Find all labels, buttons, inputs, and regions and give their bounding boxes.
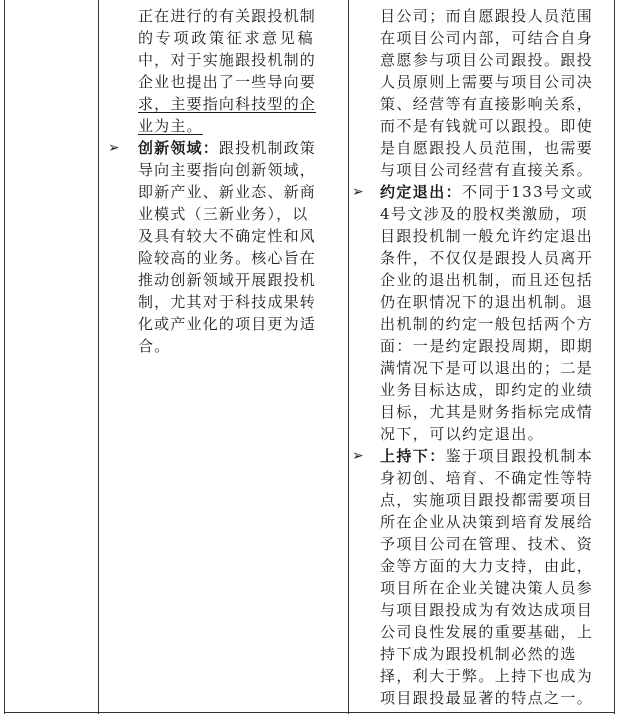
text-line: 在项目公司内部，可结合自身	[380, 29, 594, 47]
item-title-innovation: 创新领域：	[138, 139, 219, 157]
item-title-top-holds-bottom: 上持下：	[380, 447, 446, 465]
item-title-agreed-exit: 约定退出：	[380, 183, 463, 201]
text-line: 与项目跟投成为有效达成项目	[380, 601, 594, 619]
text-line: 目公司；而自愿跟投人员范围	[380, 7, 594, 25]
text-line: 出机制的约定一般包括两个方	[380, 315, 594, 333]
text-line: 况下，可以约定退出。	[380, 425, 545, 443]
bullet-arrow-icon: ➢	[352, 448, 364, 464]
text-line: 业务目标达成，即约定的业绩	[380, 381, 594, 399]
text-line: 合。	[138, 337, 171, 355]
text-line: 予项目公司在管理、技术、资	[380, 535, 594, 553]
text-line: 点，实施项目跟投都需要项目	[380, 491, 594, 509]
text-line: 目跟投机制一般允许约定退出	[380, 227, 594, 245]
text-line: 的专项政策征求意见稿	[138, 29, 316, 47]
text-line: 择，利大于弊。上持下也成为	[380, 667, 594, 685]
text-line: 化或产业化的项目更为适	[138, 315, 316, 333]
bullet-arrow-icon: ➢	[352, 184, 364, 200]
text-line: 企业也提出了一些导向要	[138, 73, 316, 91]
text-line: 及具有较大不确定性和风	[138, 227, 316, 245]
text-line: 是自愿跟投人员范围，也需要	[380, 139, 594, 157]
text-line: 人员原则上需要与项目公司决	[380, 73, 594, 91]
item-first-line	[380, 181, 593, 203]
text-line: 4号文涉及的股权类激励，项	[380, 205, 588, 223]
text-line: 正在进行的有关跟投机制	[138, 7, 316, 25]
item-first-line	[380, 445, 593, 467]
text-line: 制，尤其对于科技成果转	[138, 293, 316, 311]
text-line: 意愿参与项目公司跟投。跟投	[380, 51, 594, 69]
text-line: 企业的退出机制，而且还包括	[380, 271, 594, 289]
text-line: 与项目公司经营有直接关系。	[380, 161, 594, 179]
text-line: 满情况下是可以退出的；二是	[380, 359, 594, 377]
text-line: 持下成为跟投机制必然的选	[380, 645, 577, 663]
text-line: 策、经营等有直接影响关系，	[380, 95, 594, 113]
text-line: 导向主要指向创新领域，	[138, 161, 316, 179]
text-line: 即新产业、新业态、新商	[138, 183, 316, 201]
text-line-underlined: 业为主。	[138, 117, 203, 135]
text-line: 项目所在企业关键决策人员参	[380, 579, 594, 597]
text-line: 条件，不仅仅是跟投人员离开	[380, 249, 594, 267]
item-text: 不同于133号文或	[462, 183, 594, 201]
bullet-arrow-icon: ➢	[108, 140, 120, 156]
text-line: 公司良性发展的重要基础，上	[380, 623, 594, 641]
text-line-underlined: 求，主要指向科技型的企	[138, 95, 316, 113]
text-line: 目标，尤其是财务指标完成情	[380, 403, 594, 421]
text-line: 面：一是约定跟投周期，即期	[380, 337, 594, 355]
item-text: 跟投机制政策	[218, 139, 316, 157]
text-line: 仍在职情况下的退出机制。退	[380, 293, 594, 311]
text-line: 项目跟投最显著的特点之一。	[380, 689, 594, 707]
text-line: 业模式（三新业务），以	[138, 205, 309, 223]
text-line: 险较高的业务。核心旨在	[138, 249, 316, 267]
item-text: 鉴于项目跟投机制本	[445, 447, 594, 465]
text-line: 中，对于实施跟投机制的	[138, 51, 316, 69]
text-line: 身初创、培育、不确定性等特	[380, 469, 594, 487]
text-line: 而不是有钱就可以跟投。即使	[380, 117, 594, 135]
text-line: 金等方面的大力支持，由此，	[380, 557, 594, 575]
text-line: 所在企业从决策到培育发展给	[380, 513, 594, 531]
text-line: 推动创新领域开展跟投机	[138, 271, 316, 289]
